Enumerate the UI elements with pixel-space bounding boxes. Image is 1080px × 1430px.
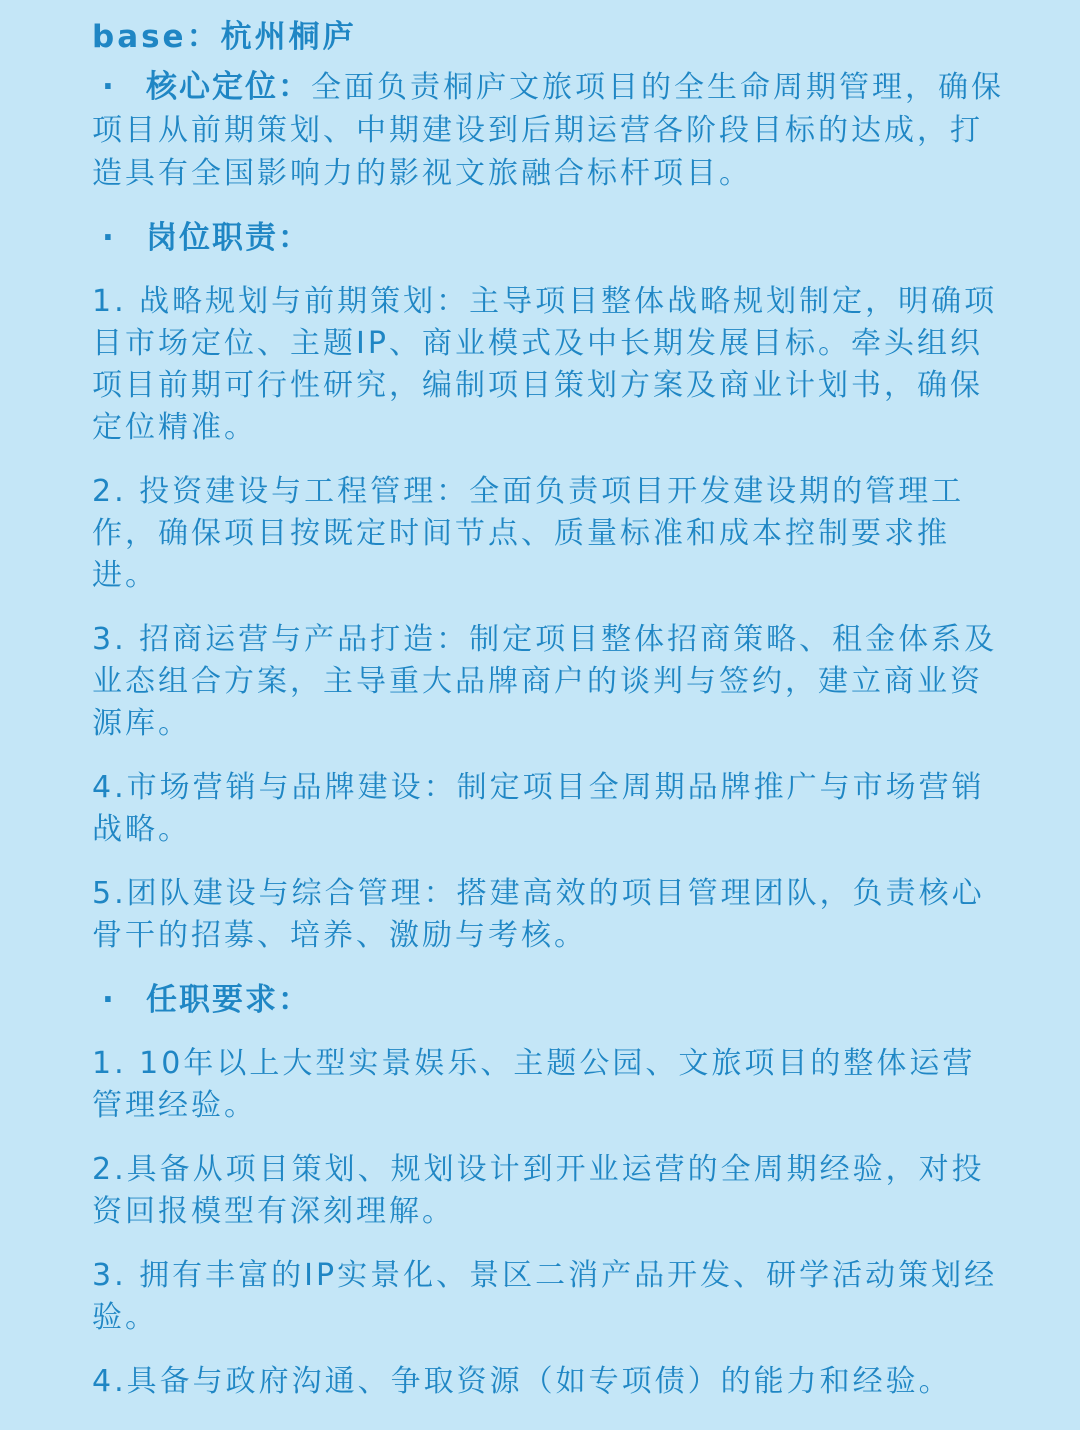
positioning-text: 全面负责桐庐文旅项目的全生命周期管理，确保项目从前期策划、中期建设到后期运营各阶段目标的达成，打造具有全国影响力的影视文旅融合标杆项目。 <box>92 70 1004 191</box>
bullet-icon: · <box>102 220 116 256</box>
duty-item-2: 2. 投资建设与工程管理：全面负责项目开发建设期的管理工作，确保项目按既定时间节点、质量标准和成本控制要求推进。 <box>92 474 965 593</box>
requirement-item-1: 1. 10年以上大型实景娱乐、主题公园、文旅项目的整体运营管理经验。 <box>92 1046 976 1123</box>
base-location: base：杭州桐庐 <box>92 19 357 55</box>
duty-item-3: 3. 招商运营与产品打造：制定项目整体招商策略、租金体系及业态组合方案，主导重大品牌商户的谈判与签约，建立商业资源库。 <box>92 622 998 741</box>
requirement-item-2: 2.具备从项目策划、规划设计到开业运营的全周期经验，对投资回报模型有深刻理解。 <box>92 1152 985 1229</box>
requirements-heading-label: 任职要求： <box>146 982 311 1018</box>
requirement-item-4: 4.具备与政府沟通、争取资源（如专项债）的能力和经验。 <box>92 1364 952 1399</box>
duties-heading-label: 岗位职责： <box>146 220 311 256</box>
requirement-item-3: 3. 拥有丰富的IP实景化、景区二消产品开发、研学活动策划经验。 <box>92 1258 998 1335</box>
requirements-heading <box>92 979 1008 1021</box>
duty-item-4: 4.市场营销与品牌建设：制定项目全周期品牌推广与市场营销战略。 <box>92 770 985 847</box>
positioning-section <box>92 66 1008 195</box>
positioning-label: 核心定位： <box>146 69 311 105</box>
duty-item-5: 5.团队建设与综合管理：搭建高效的项目管理团队，负责核心骨干的招募、培养、激励与考核。 <box>92 876 985 953</box>
duty-item-1: 1. 战略规划与前期策划：主导项目整体战略规划制定，明确项目市场定位、主题IP、商业模式及中长期发展目标。牵头组织项目前期可行性研究，编制项目策划方案及商业计划书，确保定位精准。 <box>92 284 998 445</box>
bullet-icon: · <box>102 982 116 1018</box>
duties-heading <box>92 217 1008 259</box>
bullet-icon: · <box>102 69 116 105</box>
